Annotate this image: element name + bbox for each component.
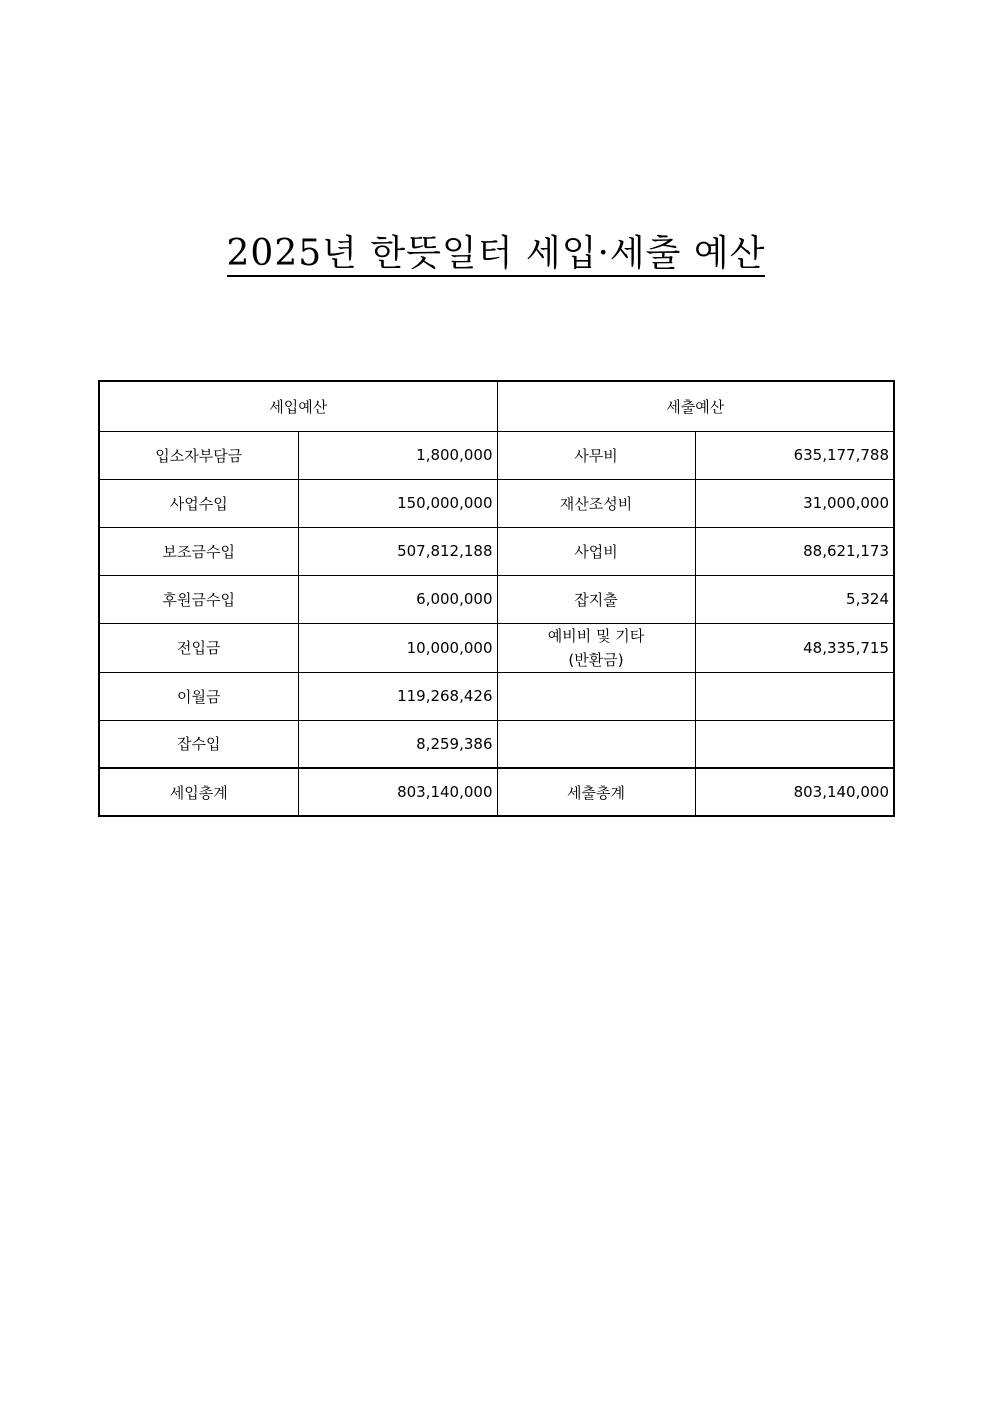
expenditure-amount: 48,335,715	[695, 623, 894, 672]
expenditure-label: 사업비	[497, 527, 695, 575]
expenditure-label-multiline	[548, 624, 644, 672]
table-row	[99, 575, 894, 623]
expenditure-amount: 31,000,000	[695, 479, 894, 527]
expenditure-label-empty	[497, 720, 695, 768]
revenue-label: 후원금수입	[99, 575, 298, 623]
revenue-amount: 150,000,000	[298, 479, 497, 527]
expenditure-label: 재산조성비	[497, 479, 695, 527]
revenue-label: 입소자부담금	[99, 431, 298, 479]
revenue-header: 세입예산	[99, 381, 497, 431]
page-title	[0, 230, 992, 278]
revenue-amount: 119,268,426	[298, 672, 497, 720]
budget-table	[98, 380, 895, 817]
expenditure-total-amount: 803,140,000	[695, 768, 894, 816]
expenditure-amount: 88,621,173	[695, 527, 894, 575]
expenditure-label: 사무비	[497, 431, 695, 479]
totals-row	[99, 768, 894, 816]
expenditure-label-empty	[497, 672, 695, 720]
expenditure-label: 잡지출	[497, 575, 695, 623]
expenditure-label-line2: (반환금)	[568, 650, 624, 669]
revenue-amount: 6,000,000	[298, 575, 497, 623]
expenditure-label	[497, 623, 695, 672]
page-title-text: 2025년 한뜻일터 세입·세출 예산	[227, 233, 766, 277]
table-row	[99, 479, 894, 527]
table-header-row	[99, 381, 894, 431]
revenue-label: 잡수입	[99, 720, 298, 768]
expenditure-label-line1: 예비비 및 기타	[547, 626, 645, 645]
table-row	[99, 527, 894, 575]
expenditure-amount: 635,177,788	[695, 431, 894, 479]
revenue-amount: 507,812,188	[298, 527, 497, 575]
revenue-label: 전입금	[99, 623, 298, 672]
table-row	[99, 623, 894, 672]
table-row	[99, 431, 894, 479]
expenditure-amount-empty	[695, 672, 894, 720]
revenue-total-label: 세입총계	[99, 768, 298, 816]
revenue-label: 사업수입	[99, 479, 298, 527]
revenue-amount: 8,259,386	[298, 720, 497, 768]
table-row	[99, 672, 894, 720]
expenditure-amount: 5,324	[695, 575, 894, 623]
expenditure-total-label: 세출총계	[497, 768, 695, 816]
expenditure-amount-empty	[695, 720, 894, 768]
revenue-label: 보조금수입	[99, 527, 298, 575]
table-row	[99, 720, 894, 768]
revenue-label: 이월금	[99, 672, 298, 720]
revenue-total-amount: 803,140,000	[298, 768, 497, 816]
revenue-amount: 1,800,000	[298, 431, 497, 479]
expenditure-header: 세출예산	[497, 381, 894, 431]
revenue-amount: 10,000,000	[298, 623, 497, 672]
